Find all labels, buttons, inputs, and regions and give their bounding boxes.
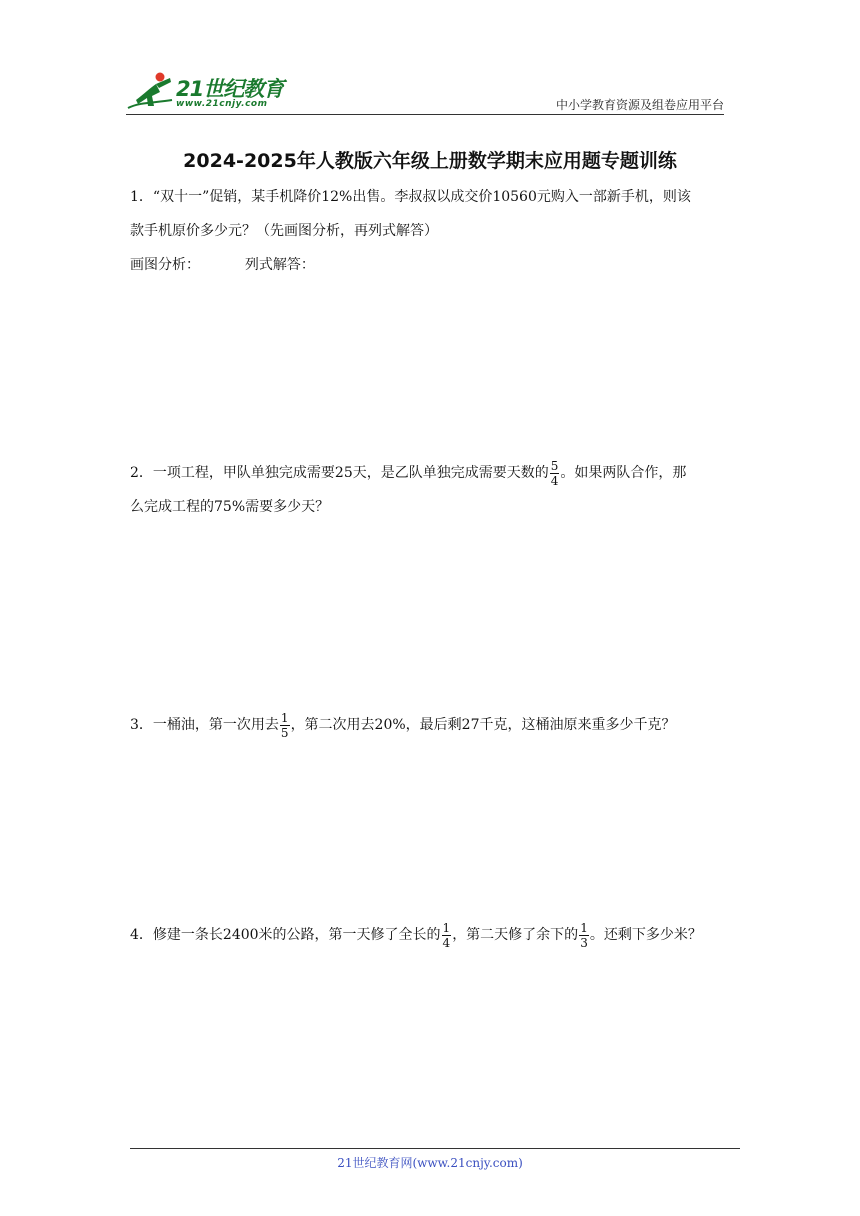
footer-divider — [130, 1148, 740, 1149]
fraction-numerator: 1 — [280, 710, 289, 725]
question-2-text-b: 。如果两队合作，那 — [560, 465, 687, 481]
question-4-text-c: 。还剩下多少米？ — [589, 927, 702, 943]
page-header — [126, 66, 724, 118]
logo-text: 21世纪教育 — [176, 77, 284, 101]
fraction-one-third — [579, 921, 589, 950]
question-1-line-2: 款手机原价多少元？（先画图分析，再列式解答） — [130, 223, 438, 239]
question-4 — [130, 918, 730, 952]
fraction-denominator: 4 — [550, 473, 559, 488]
fraction-numerator: 5 — [550, 458, 559, 473]
page-title: 2024-2025年人教版六年级上册数学期末应用题专题训练 — [183, 150, 677, 172]
question-3-text-b: ，第二次用去20%，最后剩27千克，这桶油原来重多少千克？ — [290, 717, 676, 733]
logo-url: www.21cnjy.com — [176, 99, 268, 109]
header-divider — [126, 114, 724, 115]
solve-label: 列式解答： — [244, 257, 315, 273]
fraction-denominator: 3 — [580, 935, 588, 950]
question-2-line-1 — [130, 456, 730, 490]
question-4-text-b: ，第二天修了余下的 — [452, 927, 579, 943]
question-2-line-2: 么完成工程的75%需要多少天？ — [130, 499, 330, 515]
runner-logo-icon — [126, 70, 174, 112]
fraction-denominator: 4 — [442, 935, 451, 950]
question-1-labels — [130, 248, 730, 282]
logo — [126, 66, 296, 116]
fraction-one-fourth — [442, 921, 452, 950]
question-3-line-1 — [130, 708, 730, 742]
fraction-one-fifth — [280, 711, 290, 740]
question-2-text-a: 2．一项工程，甲队单独完成需要25天，是乙队单独完成需要天数的 — [130, 465, 549, 481]
question-1-line-1: 1．“双十一”促销，某手机降价12%出售。李叔叔以成交价10560元购入一部新手机，则该 — [130, 189, 691, 205]
question-2 — [130, 456, 730, 524]
question-3-text-a: 3．一桶油，第一次用去 — [130, 717, 279, 733]
question-4-text-a: 4．修建一条长2400米的公路，第一天修了全长的 — [130, 927, 441, 943]
platform-label: 中小学教育资源及组卷应用平台 — [555, 98, 724, 112]
question-4-line-1 — [130, 918, 730, 952]
fraction-denominator: 5 — [280, 725, 289, 740]
fraction-numerator: 1 — [442, 920, 451, 935]
footer-link[interactable]: 21世纪教育网(www.21cnjy.com) — [337, 1156, 523, 1170]
draw-analysis-label: 画图分析： — [130, 257, 200, 273]
question-1 — [130, 180, 730, 282]
question-3 — [130, 708, 730, 742]
fraction-five-fourths — [550, 459, 560, 488]
fraction-numerator: 1 — [580, 920, 588, 935]
